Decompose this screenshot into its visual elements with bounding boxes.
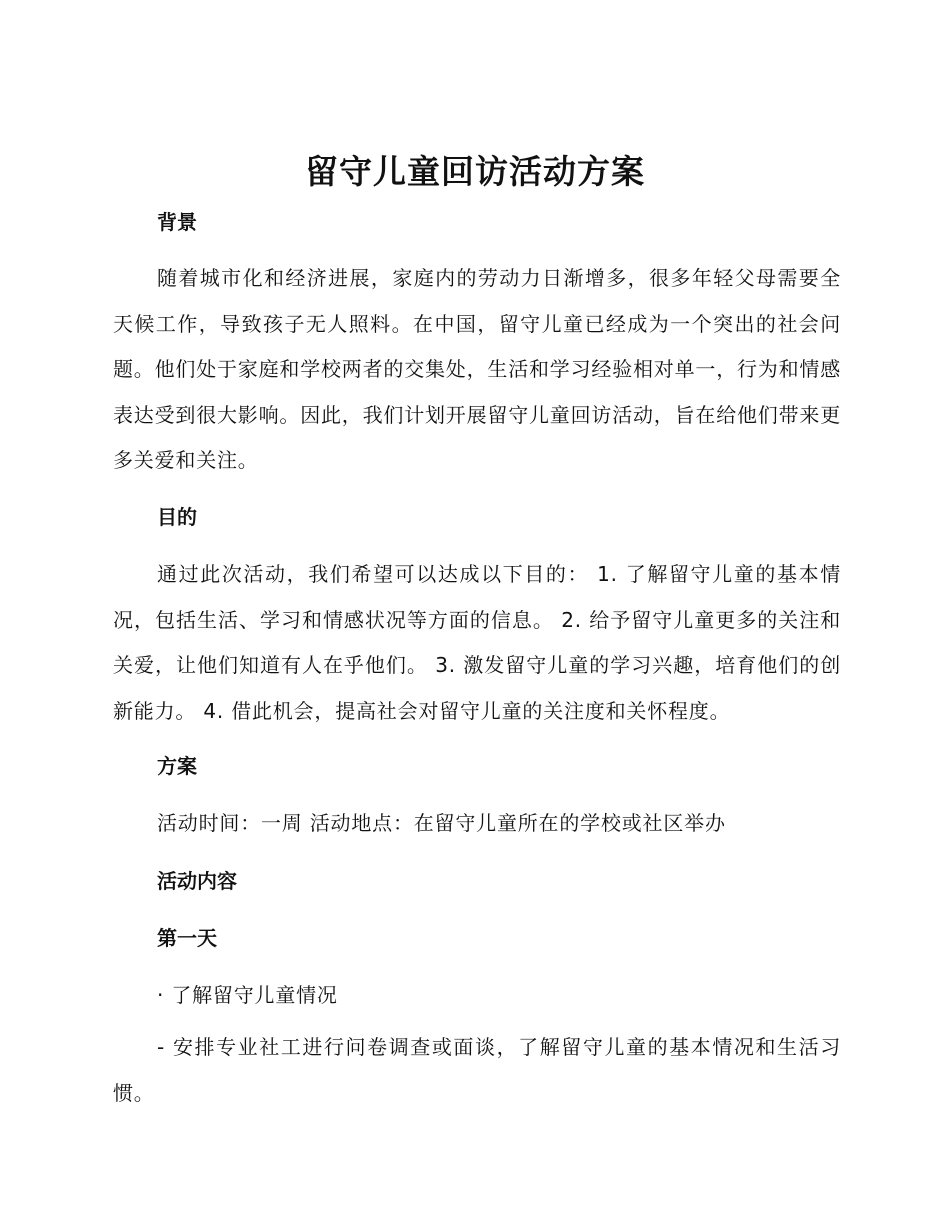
section-heading-content: 活动内容 <box>157 869 237 893</box>
day1-heading: 第一天 <box>157 926 217 950</box>
section-heading-background: 背景 <box>157 210 197 234</box>
plan-text: 活动时间：一周 活动地点：在留守儿童所在的学校或社区举办 <box>157 811 726 835</box>
section-heading-purpose: 目的 <box>157 505 197 529</box>
day1-detail: - 安排专业社工进行问卷调查或面谈，了解留守儿童的基本情况和生活习惯。 <box>113 1035 841 1105</box>
day1-bullet: · 了解留守儿童情况 <box>157 983 338 1007</box>
section-heading-plan: 方案 <box>157 754 197 778</box>
background-paragraph: 随着城市化和经济进展，家庭内的劳动力日渐增多，很多年轻父母需要全天候工作，导致孩子无人照料。在中国，留守儿童已经成为一个突出的社会问题。他们处于家庭和学校两者的交集处，生活和学习经验相对单一，行为和情感表达受到很大影响。因此，我们计划开展留守儿童回访活动，旨在给他们带来更多关爱和关注。 <box>113 266 841 472</box>
document-title: 留守儿童回访活动方案 <box>305 152 645 191</box>
purpose-paragraph: 通过此次活动，我们希望可以达成以下目的： 1. 了解留守儿童的基本情况，包括生活、学习和情感状况等方面的信息。 2. 给予留守儿童更多的关注和关爱，让他们知道有人在乎他们。 3. 激发留守儿童的学习兴趣，培育他们的创新能力。 4. 借此机会，提高社会对留守儿童的关注度和关怀程度。 <box>113 562 841 723</box>
